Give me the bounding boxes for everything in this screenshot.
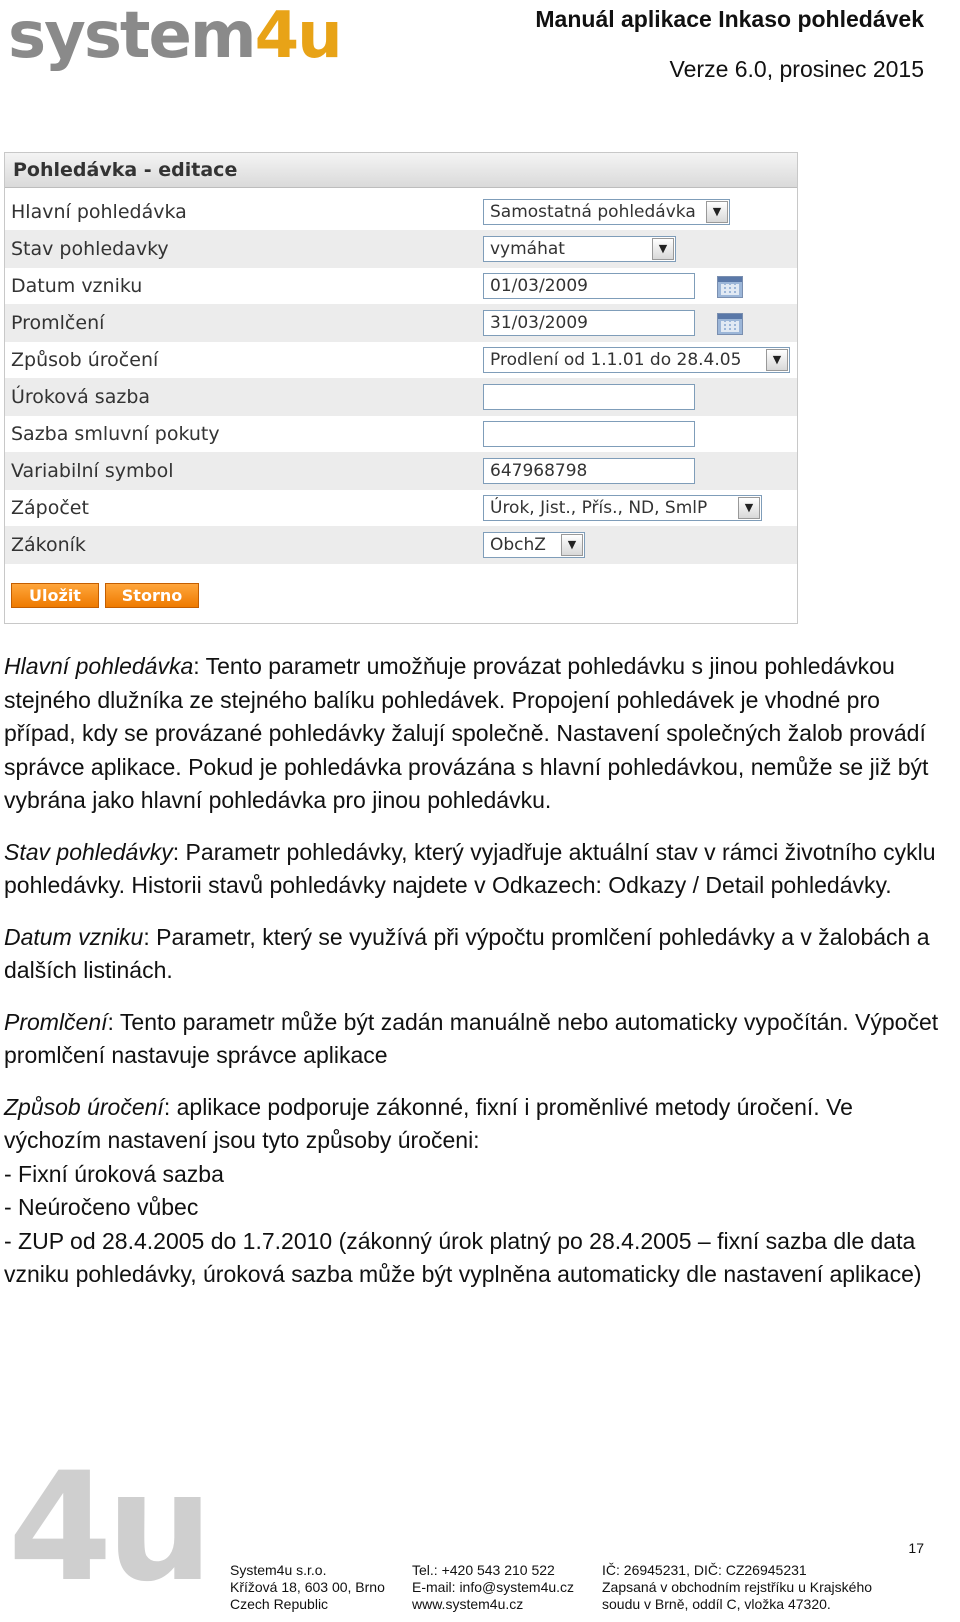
label-penalty-rate: Sazba smluvní pokuty	[11, 423, 220, 445]
cancel-button[interactable]: Storno	[105, 583, 199, 608]
label-interest-rate: Úroková sazba	[11, 386, 151, 408]
footer-court: soudu v Brně, oddíl C, vložka 47320.	[602, 1596, 831, 1612]
label-status: Stav pohledavky	[11, 238, 169, 260]
interest-rate-input[interactable]	[483, 384, 695, 410]
row-variable-symbol	[5, 452, 797, 490]
status-value: vymáhat	[490, 239, 565, 259]
term-interest-method: Způsob úročení	[4, 1093, 164, 1120]
code-value: ObchZ	[490, 535, 546, 555]
footer-email: E-mail: info@system4u.cz	[412, 1579, 575, 1595]
row-limitation	[5, 304, 797, 342]
paragraph-limitation	[4, 1006, 954, 1073]
limitation-date-value: 31/03/2009	[490, 313, 588, 333]
row-interest-rate	[5, 378, 797, 416]
label-origin-date: Datum vzniku	[11, 275, 143, 297]
paragraph-main-receivable	[4, 650, 954, 818]
footer-country: Czech Republic	[230, 1596, 329, 1612]
row-code	[5, 526, 797, 564]
document-title: Manuál aplikace Inkaso pohledávek	[535, 6, 924, 32]
term-status: Stav pohledávky	[4, 838, 173, 865]
footer-registration	[602, 1562, 872, 1613]
main-receivable-select[interactable]	[483, 199, 730, 225]
footer-phone: Tel.: +420 543 210 522	[412, 1562, 555, 1578]
row-origin-date	[5, 267, 797, 305]
desc-main-receivable: : Tento parametr umožňuje provázat pohledávku s jinou pohledávkou stejného dlužníka ze stejného balíku pohledávek. Propojení pohledávek je vhodné pro případ, kdy se provázané pohledávky žalují společně. Nastavení společných žalob provádí správce aplikace. Pokud je pohledávka provázána s hlavní pohledávkou, nemůže se již být vybrána jako hlavní pohledávka pro jinou pohledávku.	[4, 653, 929, 813]
footer-company-name: System4u s.r.o.	[230, 1562, 327, 1578]
footer-ids: IČ: 26945231, DIČ: CZ26945231	[602, 1562, 807, 1578]
label-code: Zákoník	[11, 534, 86, 556]
variable-symbol-input[interactable]	[483, 458, 695, 484]
footer-company	[230, 1562, 385, 1613]
label-interest-method: Způsob úročení	[11, 349, 159, 371]
form-title: Pohledávka - editace	[5, 153, 797, 188]
code-select[interactable]	[483, 532, 585, 558]
footer-4u-logo: 4u	[8, 1441, 208, 1615]
footer-contact	[412, 1562, 574, 1613]
desc-origin-date: : Parametr, který se využívá při výpočtu promlčení pohledávky a v žalobách a dalších listinách.	[4, 923, 930, 983]
term-main-receivable: Hlavní pohledávka	[4, 653, 194, 679]
paragraph-origin-date	[4, 921, 954, 988]
desc-status: : Parametr pohledávky, který vyjadřuje aktuální stav v rámci životního cyklu pohledávky. Historii stavů pohledávky najdete v Odkazech: Odkazy / Detail pohledávky.	[4, 838, 936, 898]
limitation-date-input[interactable]	[483, 310, 695, 336]
label-limitation: Promlčení	[11, 312, 105, 334]
row-penalty-rate	[5, 415, 797, 453]
calendar-icon[interactable]	[717, 276, 743, 298]
row-offset	[5, 489, 797, 527]
document-version: Verze 6.0, prosinec 2015	[669, 56, 924, 82]
offset-value: Úrok, Jist., Přís., ND, SmlP	[490, 498, 708, 518]
chevron-down-icon[interactable]: ▼	[738, 497, 760, 519]
chevron-down-icon[interactable]: ▼	[766, 349, 788, 371]
save-button[interactable]: Uložit	[11, 583, 99, 608]
label-main-receivable: Hlavní pohledávka	[11, 201, 187, 223]
desc-limitation: : Tento parametr může být zadán manuálně nebo automaticky vypočítán. Výpočet promlčení nastavuje správce aplikace	[4, 1008, 939, 1068]
label-variable-symbol: Variabilní symbol	[11, 460, 174, 482]
page-number: 17	[908, 1540, 924, 1556]
term-origin-date: Datum vzniku	[4, 923, 144, 950]
logo-text-system: system	[8, 0, 255, 73]
chevron-down-icon[interactable]: ▼	[561, 534, 583, 556]
list-item: - Neúročeno vůbec	[4, 1194, 199, 1220]
interest-method-select[interactable]	[483, 347, 790, 373]
chevron-down-icon[interactable]: ▼	[706, 201, 728, 223]
receivable-edit-form	[4, 152, 798, 624]
footer-register: Zapsaná v obchodním rejstříku u Krajského	[602, 1579, 873, 1595]
paragraph-interest-method	[4, 1091, 954, 1292]
origin-date-value: 01/03/2009	[490, 276, 588, 296]
desc-interest-method: : aplikace podporuje zákonné, fixní i proměnlivé metody úročení. Ve výchozím nastavení jsou tyto způsoby úročeni:	[4, 1093, 853, 1153]
origin-date-input[interactable]	[483, 273, 695, 299]
row-interest-method	[5, 341, 797, 379]
footer-address: Křížová 18, 603 00, Brno	[230, 1579, 385, 1595]
footer-website: www.system4u.cz	[412, 1596, 524, 1612]
offset-select[interactable]	[483, 495, 762, 521]
chevron-down-icon[interactable]: ▼	[652, 238, 674, 260]
list-item: - Fixní úroková sazba	[4, 1160, 224, 1187]
label-offset: Zápočet	[11, 497, 89, 519]
row-main-receivable	[5, 193, 797, 231]
main-receivable-value: Samostatná pohledávka	[490, 202, 696, 222]
interest-method-value: Prodlení od 1.1.01 do 28.4.05	[490, 350, 742, 370]
paragraph-status	[4, 836, 954, 903]
logo-text-4u: 4u	[254, 0, 341, 73]
variable-symbol-value: 647968798	[490, 461, 588, 481]
status-select[interactable]	[483, 236, 676, 262]
system4u-logo	[8, 0, 341, 72]
row-status	[5, 230, 797, 268]
list-item: - ZUP od 28.4.2005 do 1.7.2010 (zákonný úrok platný po 28.4.2005 – fixní sazba dle data vzniku pohledávky, úroková sazba může být vyplněna automaticky dle nastavení aplikace)	[4, 1227, 922, 1287]
penalty-rate-input[interactable]	[483, 421, 695, 447]
term-limitation: Promlčení	[4, 1008, 108, 1035]
calendar-icon[interactable]	[717, 313, 743, 335]
description-text	[4, 650, 954, 1310]
